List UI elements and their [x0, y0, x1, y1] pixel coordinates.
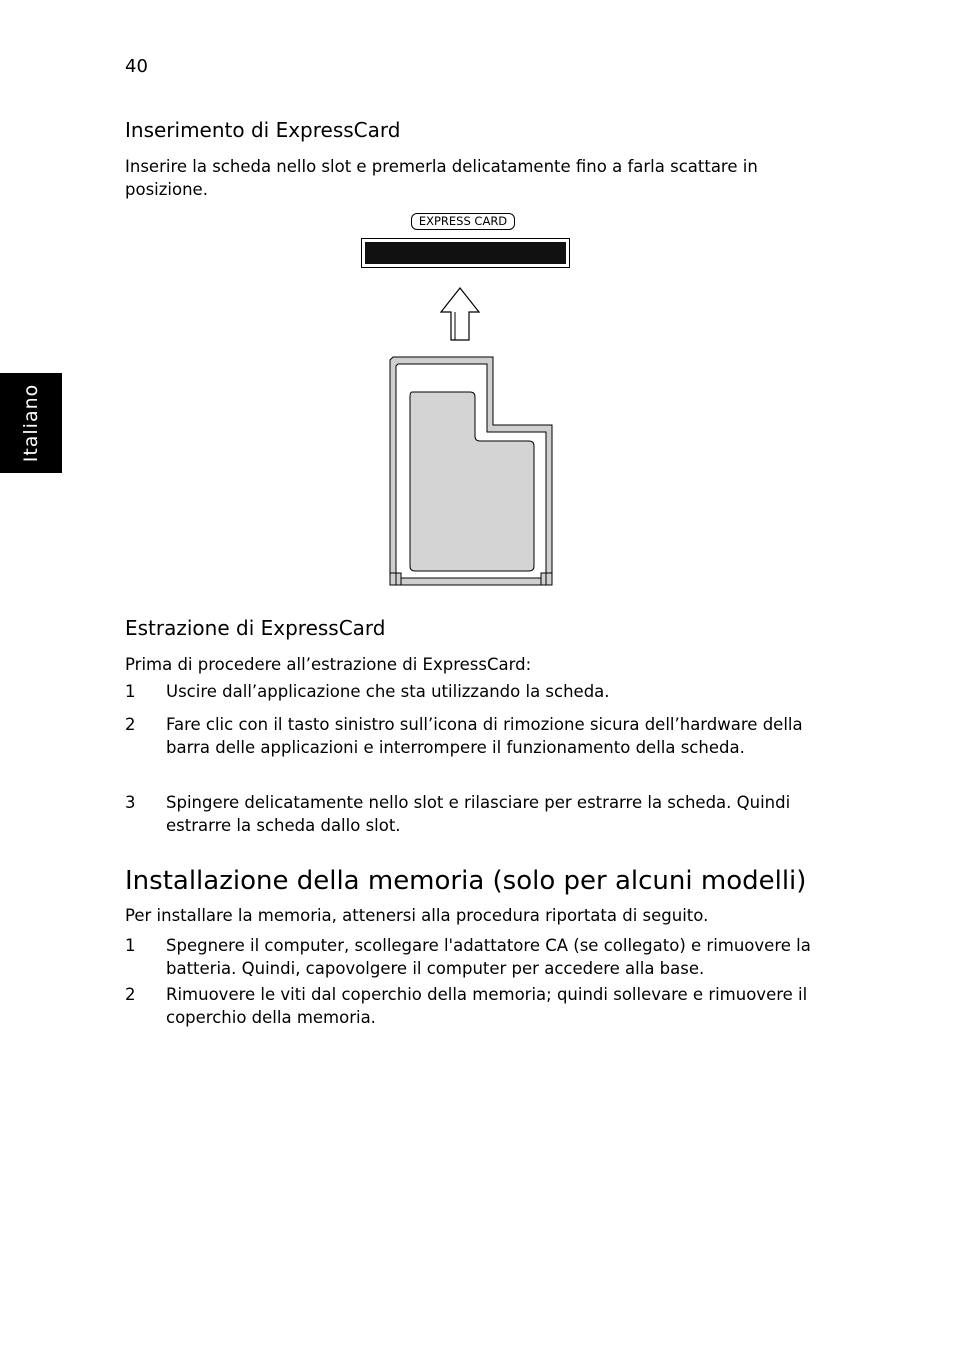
step-number: 2 — [125, 715, 136, 734]
express-card-slot-label: EXPRESS CARD — [411, 213, 515, 230]
page-number: 40 — [125, 56, 148, 77]
step-text: Spegnere il computer, scollegare l'adattatore CA (se collegato) e rimuovere la batteria. Quindi, capovolgere il computer per accedere alla base. — [166, 936, 811, 978]
heading-insert-expresscard: Inserimento di ExpressCard — [125, 118, 401, 142]
memory-intro: Per installare la memoria, attenersi alla procedura riportata di seguito. — [125, 906, 709, 925]
language-side-tab — [0, 373, 62, 473]
step-text: Spingere delicatamente nello slot e rilasciare per estrarre la scheda. Quindi estrarre la scheda dallo slot. — [166, 793, 791, 835]
step-number: 1 — [125, 682, 136, 701]
language-side-tab-label: Italiano — [20, 383, 42, 463]
card-slot-icon — [362, 239, 570, 268]
expresscard-drawing — [355, 208, 575, 593]
heading-memory-installation: Installazione della memoria (solo per alcuni modelli) — [125, 866, 807, 896]
step-number: 2 — [125, 985, 136, 1004]
extract-intro: Prima di procedere all’estrazione di ExpressCard: — [125, 655, 532, 674]
step-text: Uscire dall’applicazione che sta utilizzando la scheda. — [166, 682, 610, 701]
step-number: 1 — [125, 936, 136, 955]
expresscard-insertion-illustration — [355, 208, 575, 593]
step-text: Fare clic con il tasto sinistro sull’icona di rimozione sicura dell’hardware della barra delle applicazioni e interrompere il funzionamento della scheda. — [166, 715, 803, 757]
insert-direction-arrow-icon — [441, 288, 479, 340]
heading-extract-expresscard: Estrazione di ExpressCard — [125, 616, 386, 640]
expresscard-icon — [390, 357, 552, 585]
step-number: 3 — [125, 793, 136, 812]
step-text: Rimuovere le viti dal coperchio della memoria; quindi sollevare e rimuovere il coperchio della memoria. — [166, 985, 808, 1027]
insert-instructions: Inserire la scheda nello slot e premerla delicatamente fino a farla scattare in posizione. — [125, 157, 758, 199]
